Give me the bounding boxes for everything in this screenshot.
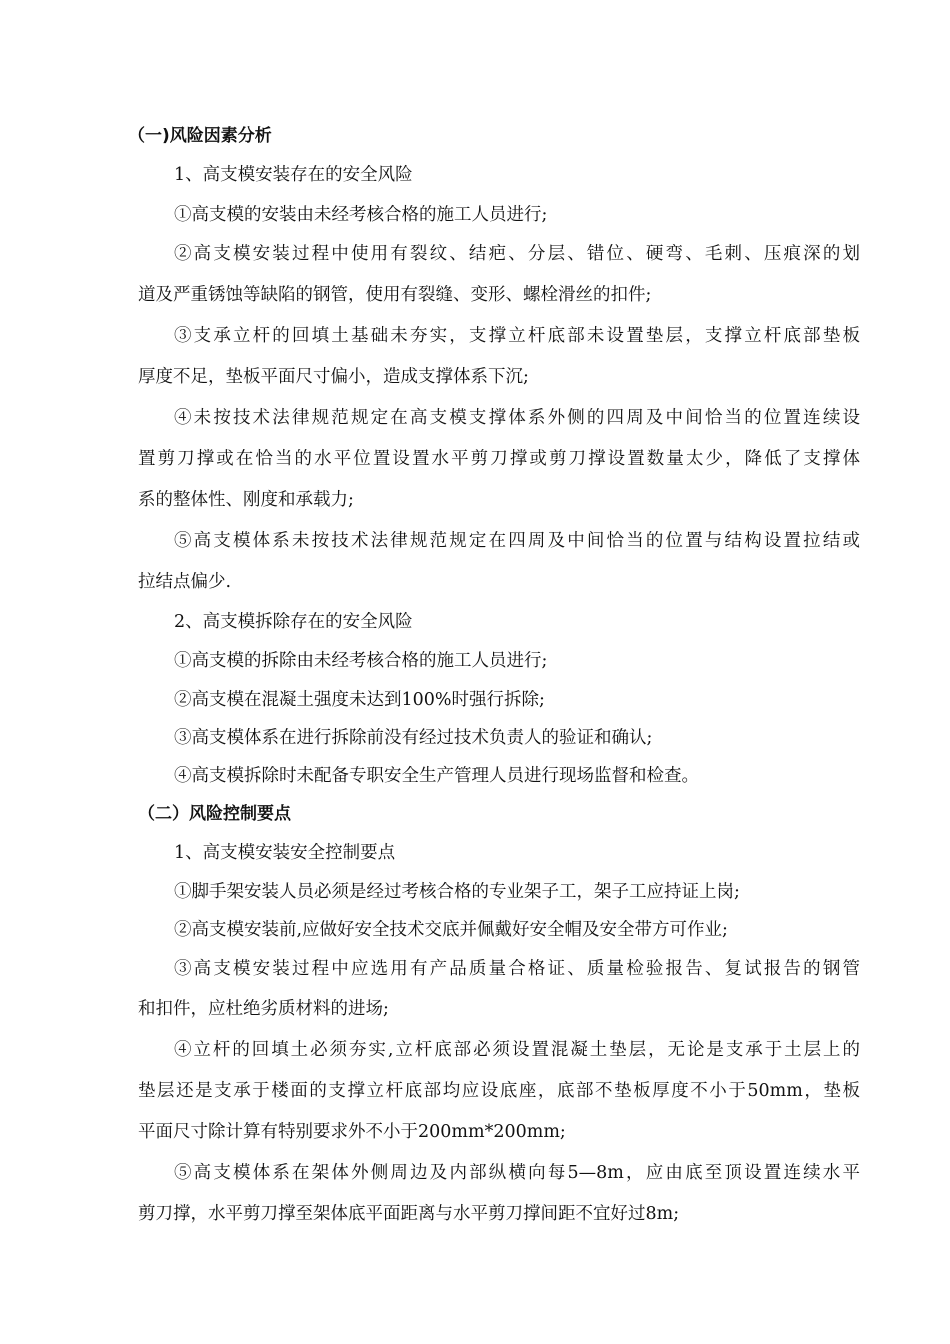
section-heading-risk-analysis: （一)风险因素分析: [128, 126, 272, 146]
paragraph-install-control-2: ②高支模安装前,应做好安全技术交底并佩戴好安全帽及安全带方可作业;: [174, 920, 728, 940]
paragraph-install-control-3-line2: 和扣件，应杜绝劣质材料的进场;: [138, 999, 389, 1019]
paragraph-install-risk-5-line2: 拉结点偏少.: [138, 572, 232, 592]
paragraph-install-control-3-line1: ③高支模安装过程中应选用有产品质量合格证、质量检验报告、复试报告的钢管: [174, 959, 860, 979]
section-heading-risk-control: （二）风险控制要点: [138, 804, 291, 824]
paragraph-removal-risk-3: ③高支模体系在进行拆除前没有经过技术负责人的验证和确认;: [174, 728, 653, 748]
paragraph-install-control-4-line1: ④立杆的回填土必须夯实,立杆底部必须设置混凝土垫层，无论是支承于土层上的: [174, 1040, 860, 1060]
paragraph-removal-risk-2: ②高支模在混凝土强度未达到100%时强行拆除;: [174, 690, 545, 710]
paragraph-install-risk-4-line2: 置剪刀撑或在恰当的水平位置设置水平剪刀撑或剪刀撑设置数量太少，降低了支撑体: [138, 449, 860, 469]
paragraph-removal-risk-1: ①高支模的拆除由未经考核合格的施工人员进行;: [174, 651, 548, 671]
subsection-title-install-control: 1、高支模安装安全控制要点: [174, 843, 396, 863]
paragraph-install-control-4-line2: 垫层还是支承于楼面的支撑立杆底部均应设底座，底部不垫板厚度不小于50mm，垫板: [138, 1081, 860, 1101]
paragraph-install-risk-2-line2: 道及严重锈蚀等缺陷的钢管，使用有裂缝、变形、螺栓滑丝的扣件;: [138, 285, 652, 305]
paragraph-install-risk-3-line2: 厚度不足，垫板平面尺寸偏小，造成支撑体系下沉;: [138, 367, 529, 387]
paragraph-install-risk-4-line3: 系的整体性、刚度和承载力;: [138, 490, 354, 510]
subsection-title-removal-risk: 2、高支模拆除存在的安全风险: [174, 612, 413, 632]
paragraph-install-control-5-line2: 剪刀撑，水平剪刀撑至架体底平面距离与水平剪刀撑间距不宜好过8m;: [138, 1204, 680, 1224]
paragraph-install-risk-3-line1: ③支承立杆的回填土基础未夯实，支撑立杆底部未设置垫层，支撑立杆底部垫板: [174, 326, 860, 346]
paragraph-install-risk-4-line1: ④未按技术法律规范规定在高支模支撑体系外侧的四周及中间恰当的位置连续设: [174, 408, 860, 428]
paragraph-install-risk-5-line1: ⑤高支模体系未按技术法律规范规定在四周及中间恰当的位置与结构设置拉结或: [174, 531, 860, 551]
paragraph-install-risk-2-line1: ②高支模安装过程中使用有裂纹、结疤、分层、错位、硬弯、毛刺、压痕深的划: [174, 244, 860, 264]
paragraph-install-control-1: ①脚手架安装人员必须是经过考核合格的专业架子工，架子工应持证上岗;: [174, 882, 740, 902]
paragraph-install-control-5-line1: ⑤高支模体系在架体外侧周边及内部纵横向每5—8m，应由底至顶设置连续水平: [174, 1163, 860, 1183]
paragraph-install-risk-1: ①高支模的安装由未经考核合格的施工人员进行;: [174, 205, 548, 225]
paragraph-install-control-4-line3: 平面尺寸除计算有特别要求外不小于200mm*200mm;: [138, 1122, 566, 1142]
subsection-title-install-risk: 1、高支模安装存在的安全风险: [174, 165, 413, 185]
paragraph-removal-risk-4: ④高支模拆除时未配备专职安全生产管理人员进行现场监督和检查。: [174, 766, 699, 786]
